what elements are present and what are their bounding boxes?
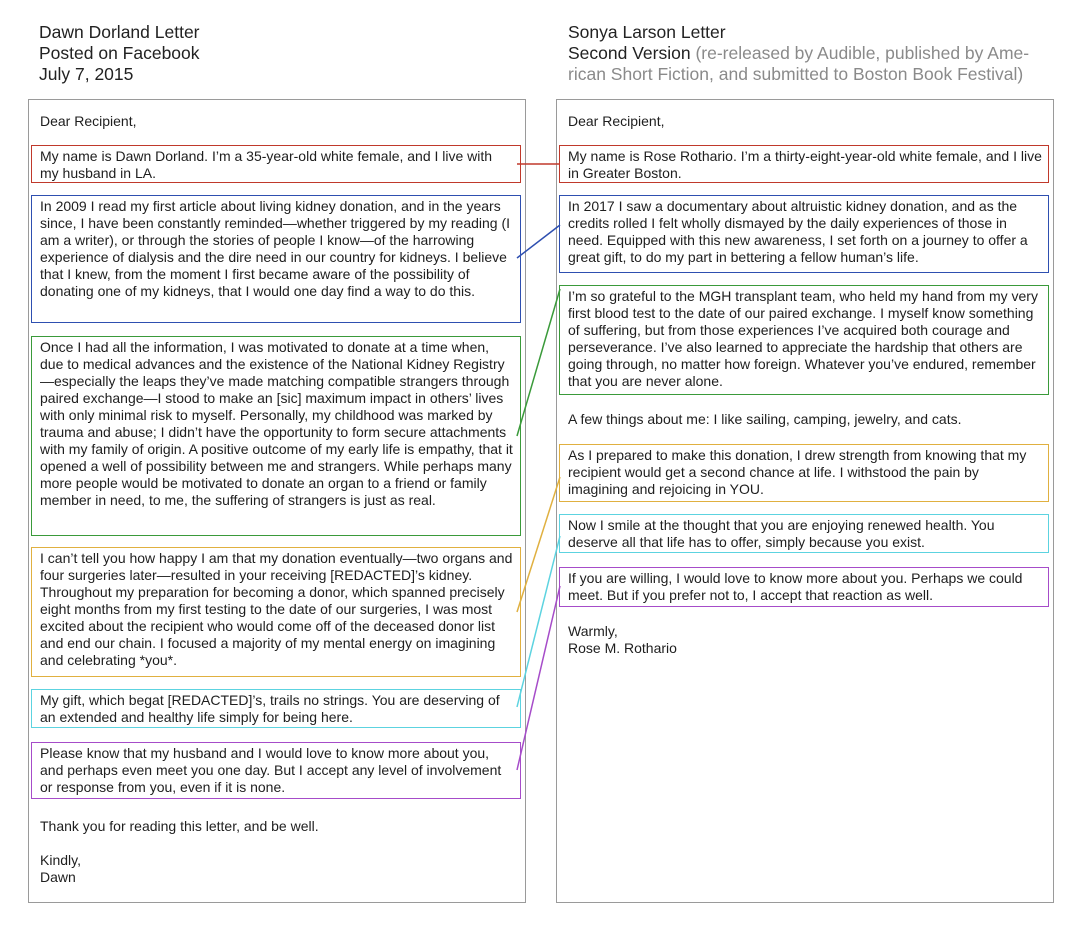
right-version-note-cont: rican Short Fiction, and submitted to Boston Book Festival) (568, 64, 1024, 84)
left-signature: Dawn (40, 869, 76, 885)
right-version (568, 43, 1068, 64)
left-date: July 7, 2015 (39, 64, 134, 84)
left-title: Dawn Dorland Letter (39, 22, 200, 42)
left-paragraph-yellow: I can’t tell you how happy I am that my donation eventually—two organs and four surgeries later—resulted in your receiving [REDACTED]’s kidney. Throughout my preparation for becoming a donor, which spanned precisely eight months from my first testing to the date of our surgeries, I was most excited about the recipient who would come off of the deceased donor list and end our chain. I focused a majority of my mental energy on imagining and celebrating *you*. (31, 547, 521, 677)
right-letter-panel (556, 99, 1054, 903)
left-paragraph-cyan: My gift, which begat [REDACTED]’s, trails no strings. You are deserving of an extended and healthy life simply for being here. (31, 689, 521, 728)
right-signature-block (559, 620, 1049, 661)
right-signoff: Warmly, (568, 623, 618, 639)
left-source: Posted on Facebook (39, 43, 200, 63)
right-paragraph-red: My name is Rose Rothario. I’m a thirty-eight-year-old white female, and I live in Greater Boston. (559, 145, 1049, 183)
left-paragraph-purple: Please know that my husband and I would love to know more about you, and perhaps even meet you one day. But I accept any level of involvement or response from you, even if it is none. (31, 742, 521, 799)
right-paragraph-yellow: As I prepared to make this donation, I drew strength from knowing that my recipient would get a second chance at life. I withstood the pain by imagining and rejoicing in YOU. (559, 444, 1049, 502)
left-signature-block (31, 849, 521, 890)
right-paragraph-green: I’m so grateful to the MGH transplant team, who held my hand from my very first blood test to the date of our paired exchange. I myself know something of suffering, but from those experiences I’ve acquired both courage and perseverance. I’ve also learned to appreciate the hardship that others are going through, no matter how foreign. Whatever you’ve endured, remember that you are never alone. (559, 285, 1049, 395)
left-closing: Thank you for reading this letter, and be well. (40, 818, 319, 834)
right-paragraph-plain: A few things about me: I like sailing, camping, jewelry, and cats. (568, 411, 962, 427)
right-paragraph-blue: In 2017 I saw a documentary about altruistic kidney donation, and as the credits rolled I felt wholly dismayed by the daily experiences of those in need. Equipped with this new awareness, I set forth on a journey to offer a great gift, to do my part in bettering a fellow human’s life. (559, 195, 1049, 273)
right-letter-heading (568, 22, 1068, 85)
right-paragraph-purple: If you are willing, I would love to know more about you. Perhaps we could meet. But if you prefer not to, I accept that reaction as well. (559, 567, 1049, 607)
right-version-label: Second Version (568, 43, 691, 63)
right-version-note: (re-released by Audible, published by Ame- (690, 43, 1030, 63)
left-paragraph-red: My name is Dawn Dorland. I’m a 35-year-old white female, and I live with my husband in LA. (31, 145, 521, 183)
right-paragraph-cyan: Now I smile at the thought that you are enjoying renewed health. You deserve all that life has to offer, simply because you exist. (559, 514, 1049, 553)
left-paragraph-green: Once I had all the information, I was motivated to donate at a time when, due to medical advances and the existence of the National Kidney Registry—especially the leaps they’ve made matching compatible strangers through paired exchange—I stood to make an [sic] maximum impact in others’ lives with only minimal risk to myself. Personally, my childhood was marked by trauma and abuse; I didn’t have the opportunity to form secure attachments with my family of origin. A positive outcome of my early life is empathy, that it opened a well of possibility between me and strangers. While perhaps many more people would be motivated to donate an organ to a friend or family member in need, to me, the suffering of strangers is just as real. (31, 336, 521, 536)
left-letter-panel (28, 99, 526, 903)
right-signature: Rose M. Rothario (568, 640, 677, 656)
right-title: Sonya Larson Letter (568, 22, 726, 42)
left-paragraph-blue: In 2009 I read my first article about living kidney donation, and in the years since, I have been constantly reminded—whether triggered by my reading (I am a writer), or through the stories of people I know—of the harrowing experience of dialysis and the dire need in our country for kidneys. I believe that I knew, from the moment I first became aware of the possibility of donating one of my kidneys, that I would one day find a way to do this. (31, 195, 521, 323)
right-greeting: Dear Recipient, (568, 113, 665, 129)
left-letter-heading (39, 22, 200, 85)
left-signoff: Kindly, (40, 852, 81, 868)
left-greeting: Dear Recipient, (40, 113, 137, 129)
